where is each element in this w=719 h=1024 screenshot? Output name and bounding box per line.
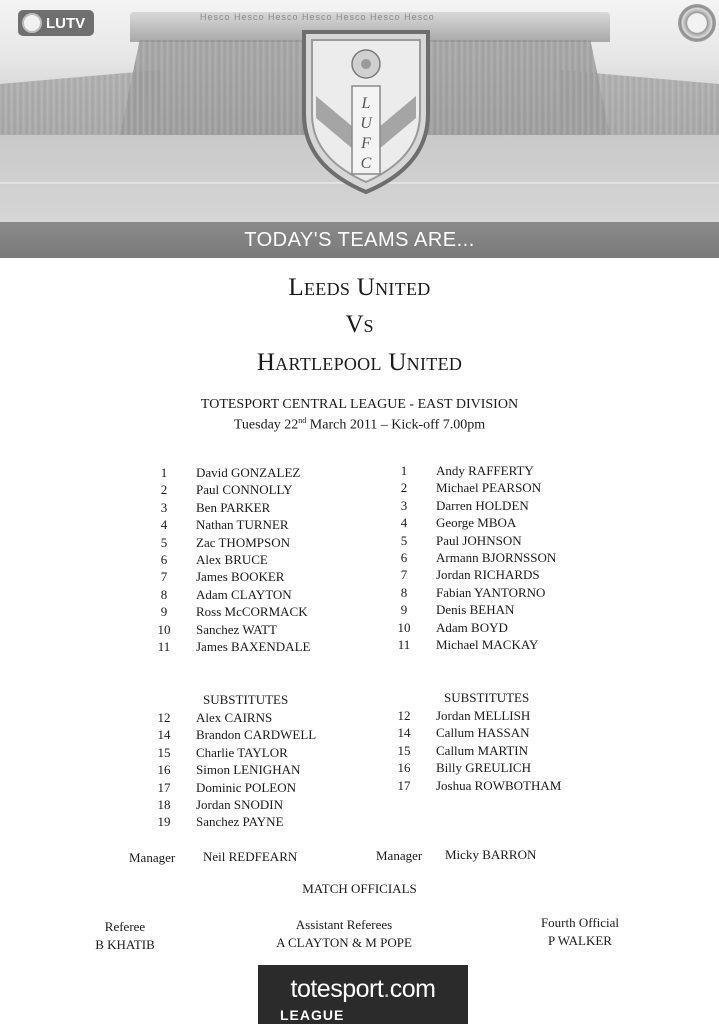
player-name: Jordan SNODIN	[196, 796, 284, 812]
away-player-row	[392, 584, 612, 601]
away-player-row	[392, 601, 612, 618]
player-name: Dominic POLEON	[196, 779, 297, 795]
shirt-number: 2	[160, 482, 168, 498]
shirt-number: 17	[397, 777, 411, 793]
away-manager-label: Manager	[376, 848, 423, 863]
shirt-number: 1	[160, 465, 168, 480]
player-name: Nathan TURNER	[196, 517, 289, 533]
player-name: Paul JOHNSON	[436, 532, 522, 548]
assistant-referees-names: A CLAYTON & M POPE	[276, 935, 412, 950]
shirt-number: 7	[160, 569, 168, 585]
away-player-row	[392, 636, 612, 653]
shirt-number: 11	[397, 636, 411, 652]
lutv-logo-text: LUTV	[46, 14, 86, 32]
fourth-official-block	[520, 914, 640, 950]
fixture-date-suffix: nd	[298, 416, 307, 425]
player-name: Brandon CARDWELL	[196, 727, 317, 743]
away-starters-list	[392, 462, 612, 653]
away-subs-list	[392, 707, 612, 794]
crest-letter-l: L	[361, 95, 371, 112]
shirt-number: 6	[160, 551, 168, 567]
versus-label: Vs	[345, 311, 374, 338]
fourth-official-name: P WALKER	[548, 933, 612, 948]
shirt-number: 16	[157, 762, 171, 778]
totesport-sponsor-logo	[258, 965, 468, 1024]
referee-block	[70, 918, 180, 954]
fixture-date-rest: March 2011 – Kick-off 7.00pm	[306, 417, 486, 433]
shirt-number: 17	[157, 779, 171, 795]
fixture-date-prefix: Tuesday 22	[233, 417, 299, 433]
header-banner	[0, 0, 719, 258]
shirt-number: 10	[157, 621, 171, 637]
home-player-row	[152, 499, 372, 516]
home-player-row	[152, 534, 372, 551]
shirt-number: 8	[400, 584, 408, 600]
referee-name: B KHATIB	[95, 937, 155, 952]
shirt-number: 12	[397, 708, 411, 723]
home-sub-row	[152, 779, 372, 796]
home-player-row	[152, 551, 372, 568]
shirt-number: 7	[400, 567, 408, 583]
match-officials-heading: MATCH OFFICIALS	[302, 881, 417, 896]
player-name: Callum HASSAN	[436, 725, 530, 741]
leeds-crest-icon	[296, 26, 436, 196]
shirt-number: 15	[157, 744, 171, 760]
sponsor-brand-dot: .	[383, 975, 390, 1003]
player-name: Darren HOLDEN	[436, 497, 529, 513]
player-name: Callum MARTIN	[436, 742, 529, 758]
home-sub-row	[152, 709, 372, 726]
shirt-number: 9	[400, 602, 408, 618]
shirt-number: 6	[400, 549, 408, 565]
home-player-row	[152, 603, 372, 620]
stadium-left-stand	[0, 70, 160, 140]
home-sub-row	[152, 761, 372, 778]
shirt-number: 18	[157, 796, 171, 812]
player-name: Joshua ROWBOTHAM	[436, 777, 562, 793]
player-name: Adam BOYD	[436, 619, 508, 635]
fourth-official-label: Fourth Official	[540, 915, 620, 930]
shirt-number: 9	[160, 604, 168, 620]
shirt-number: 5	[160, 534, 168, 550]
referee-label: Referee	[104, 919, 146, 934]
yorkshire-badge-icon	[678, 4, 716, 42]
player-name: Jordan RICHARDS	[436, 567, 540, 583]
away-sub-row	[392, 742, 612, 759]
sponsor-brand-right: com	[389, 975, 436, 1003]
home-player-row	[152, 568, 372, 585]
home-manager-name: Neil REDFEARN	[203, 849, 298, 864]
shirt-number: 8	[160, 586, 168, 602]
away-player-row	[392, 532, 612, 549]
home-player-row	[152, 586, 372, 603]
home-player-row	[152, 464, 372, 481]
away-subs-heading: SUBSTITUTES	[444, 690, 530, 705]
away-manager-name: Micky BARRON	[445, 847, 537, 862]
home-sub-row	[152, 744, 372, 761]
player-name: Michael PEARSON	[436, 480, 542, 496]
player-name: James BOOKER	[196, 569, 285, 585]
shirt-number: 12	[157, 710, 171, 725]
shirt-number: 19	[157, 814, 171, 830]
away-sub-row	[392, 707, 612, 724]
player-name: Sanchez PAYNE	[196, 814, 284, 830]
player-name: Jordan MELLISH	[436, 708, 531, 723]
shirt-number: 10	[397, 619, 411, 635]
player-name: Andy RAFFERTY	[436, 463, 534, 478]
home-player-row	[152, 638, 372, 655]
away-player-row	[392, 514, 612, 531]
shirt-number: 5	[400, 532, 408, 548]
shirt-number: 15	[397, 742, 411, 758]
player-name: Billy GREULICH	[436, 760, 531, 776]
player-name: Alex CAIRNS	[196, 710, 273, 725]
shirt-number: 4	[160, 517, 168, 533]
player-name: David GONZALEZ	[196, 465, 301, 480]
player-name: Zac THOMPSON	[196, 534, 291, 550]
away-team-title: Hartlepool United	[256, 349, 463, 376]
away-sub-row	[392, 777, 612, 794]
home-starters-list	[152, 464, 372, 655]
player-name: Adam CLAYTON	[196, 586, 292, 602]
home-subs-heading: SUBSTITUTES	[203, 692, 289, 707]
crest-letter-c: C	[360, 155, 372, 172]
away-player-row	[392, 479, 612, 496]
player-name: Ben PARKER	[196, 499, 271, 515]
player-name: Denis BEHAN	[436, 602, 515, 618]
player-name: Simon LENIGHAN	[196, 762, 301, 778]
home-team-title: Leeds United	[288, 274, 431, 301]
shirt-number: 14	[157, 727, 171, 743]
player-name: Sanchez WATT	[196, 621, 277, 637]
away-player-row	[392, 497, 612, 514]
assistant-referees-label: Assistant Referees	[295, 917, 393, 932]
lutv-badge-icon	[22, 13, 42, 33]
competition-label: TOTESPORT CENTRAL LEAGUE - EAST DIVISION	[200, 397, 519, 412]
shirt-number: 1	[400, 463, 408, 478]
sponsor-brand-left: totesport	[290, 975, 384, 1003]
shirt-number: 3	[160, 499, 168, 515]
player-name: James BAXENDALE	[196, 638, 311, 654]
player-name: Fabian YANTORNO	[436, 584, 546, 600]
home-player-row	[152, 481, 372, 498]
stadium-right-stand	[559, 70, 719, 140]
shirt-number: 11	[157, 638, 171, 654]
player-name: Alex BRUCE	[196, 551, 268, 567]
player-name: Charlie TAYLOR	[196, 744, 288, 760]
home-sub-row	[152, 813, 372, 830]
away-player-row	[392, 462, 612, 479]
shirt-number: 14	[397, 725, 411, 741]
home-sub-row	[152, 796, 372, 813]
shirt-number: 16	[397, 760, 411, 776]
fixture-line	[0, 416, 719, 434]
player-name: Michael MACKAY	[436, 636, 539, 652]
away-sub-row	[392, 759, 612, 776]
sponsor-brand	[258, 975, 468, 1004]
away-sub-row	[392, 724, 612, 741]
home-player-row	[152, 621, 372, 638]
crest-letter-u: U	[360, 115, 372, 132]
home-player-row	[152, 516, 372, 533]
player-name: George MBOA	[436, 515, 517, 531]
away-player-row	[392, 566, 612, 583]
home-manager-label: Manager	[129, 850, 176, 865]
shirt-number: 4	[400, 515, 408, 531]
player-name: Ross McCORMACK	[196, 604, 308, 620]
sponsor-league-label: LEAGUE	[280, 1007, 345, 1023]
assistant-referees-block	[254, 916, 434, 952]
teams-title: TODAY'S TEAMS ARE...	[244, 229, 475, 251]
lutv-logo	[18, 10, 94, 36]
home-subs-list	[152, 709, 372, 831]
shirt-number: 2	[400, 480, 408, 496]
player-name: Paul CONNOLLY	[196, 482, 293, 498]
away-player-row	[392, 619, 612, 636]
player-name: Armann BJORNSSON	[436, 549, 557, 565]
shirt-number: 3	[400, 497, 408, 513]
home-sub-row	[152, 726, 372, 743]
away-player-row	[392, 549, 612, 566]
crest-letter-f: F	[361, 135, 371, 152]
stadium-ad-strip: Hesco Hesco Hesco Hesco Hesco Hesco Hesco	[200, 12, 435, 22]
